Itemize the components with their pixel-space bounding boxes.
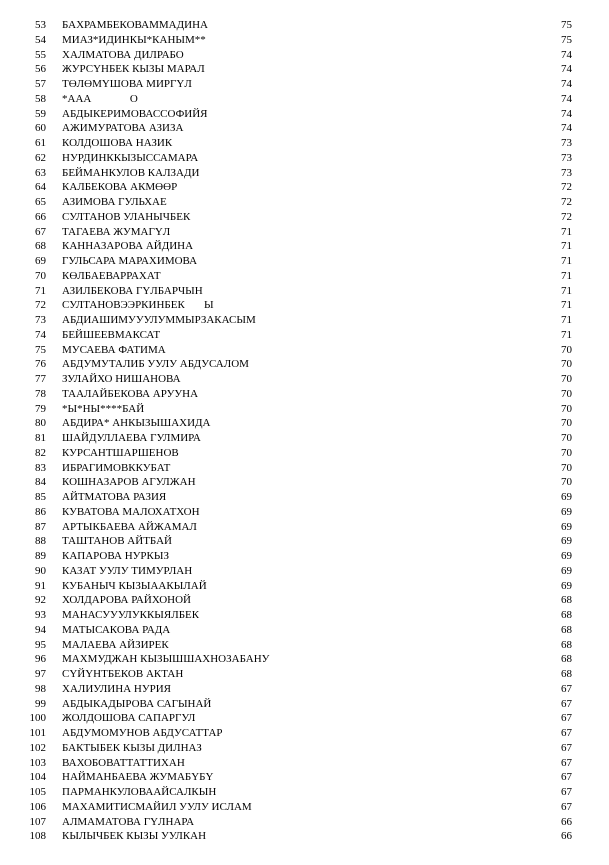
row-number: 66 [35,210,46,223]
list-row [0,92,609,107]
person-name: КУРСАНТШАРШЕНОВ [62,446,179,459]
score-value: 71 [561,225,572,238]
score-value: 73 [561,137,572,149]
score-value: 72 [561,181,572,194]
list-row [0,284,609,299]
row-number: 72 [35,299,46,312]
score-value: 70 [561,417,572,430]
list-row [0,579,609,594]
person-name: КЫЛЫЧБЕК КЫЗЫ УУЛКАН [62,830,207,843]
person-name: АБДЫКЕРИМОВАССОФИЙЯ [62,107,208,120]
row-number: 103 [29,756,46,769]
row-number: 91 [35,579,46,592]
person-name: БЕЙМАНКУЛОВ КАЛЗАДИ [62,166,200,179]
person-name: СУЛТАНОВ УЛАНЫЧБЕК [62,210,191,223]
list-row [0,210,609,225]
person-name: ТАГАЕВА ЖУМАГҮЛ [62,225,171,238]
list-row [0,77,609,92]
person-name: АБДЫКАДЫРОВА САГЫНАЙ [62,697,212,710]
person-name: КАЗАТ УУЛУ ТИМУРЛАН [62,564,193,577]
score-value: 72 [561,196,572,208]
person-name: ГУЛЬСАРА МАРАХИМОВА [62,255,198,267]
list-row [0,121,609,136]
list-row [0,652,609,667]
row-number: 54 [35,33,46,46]
person-name: НУРДИНККЫЗЫССАМАРА [62,151,199,164]
score-value: 68 [561,594,572,607]
person-name: КОЛДОШОВА НАЗИК [62,137,173,149]
list-row [0,564,609,579]
person-name: *Ы*НЫ****БАЙ [62,402,145,415]
person-name: АЛМАМАТОВА ГҮЛНАРА [62,815,195,828]
row-number: 55 [35,48,46,61]
row-number: 61 [35,137,46,149]
row-number: 98 [35,682,46,695]
list-row [0,269,609,284]
person-name: МАХАМИТИСМАЙИЛ УУЛУ ИСЛАМ [62,800,252,813]
list-row [0,475,609,490]
row-number: 71 [35,284,46,297]
list-row [0,829,609,844]
row-number: 82 [35,446,46,459]
row-number: 95 [35,638,46,651]
list-row [0,815,609,830]
row-number: 99 [35,697,46,710]
list-row [0,446,609,461]
list-row [0,505,609,520]
person-name: МАЛАЕВА АЙЗИРЕК [62,638,169,651]
score-value: 68 [561,638,572,651]
person-name: КУВАТОВА МАЛОХАТХОН [62,505,200,518]
score-value: 68 [561,668,572,680]
list-row [0,638,609,653]
list-row [0,166,609,181]
score-value: 70 [561,402,572,415]
row-number: 94 [35,623,46,636]
person-name: ЖОЛДОШОВА САПАРГУЛ [62,712,196,725]
list-row [0,534,609,549]
score-value: 67 [561,697,572,710]
list-row [0,682,609,697]
score-value: 70 [561,461,572,474]
row-number: 83 [35,461,46,474]
row-number: 89 [35,550,46,562]
list-row [0,225,609,240]
person-name: *ААА О [62,92,138,105]
row-number: 75 [35,343,46,356]
person-name: МАНАСУУУЛУККЫЯЛБЕК [62,609,200,621]
list-row [0,697,609,712]
row-number: 56 [35,63,46,76]
row-number: 58 [35,92,46,105]
list-row [0,328,609,343]
row-number: 65 [35,196,46,208]
score-value: 71 [561,314,572,326]
score-value: 70 [561,432,572,444]
list-row [0,372,609,387]
row-number: 106 [29,800,46,813]
score-value: 67 [561,712,572,725]
person-name: СУЛТАНОВЭЭРКИНБЕК Ы [62,299,214,312]
row-number: 79 [35,402,46,415]
row-number: 101 [29,727,46,739]
list-row [0,313,609,328]
list-row [0,741,609,756]
list-row [0,195,609,210]
score-value: 67 [561,771,572,784]
list-row [0,107,609,122]
score-value: 74 [561,107,572,120]
score-value: 73 [561,151,572,164]
list-row [0,239,609,254]
score-value: 74 [561,63,572,76]
person-name: МАТЫСАКОВА РАДА [62,623,171,636]
score-value: 74 [561,78,572,90]
person-name: АЗИМОВА ГУЛЬХАЕ [62,196,167,208]
row-number: 68 [35,240,46,253]
person-name: АБДИАШИМУУУЛУММЫРЗАКАСЫМ [62,314,256,326]
row-number: 59 [35,107,46,120]
score-value: 67 [561,800,572,813]
row-number: 105 [29,786,46,798]
person-name: КУБАНЫЧ КЫЗЫААКЫЛАЙ [62,579,207,592]
row-number: 78 [35,387,46,400]
list-row [0,136,609,151]
row-number: 63 [35,166,46,179]
row-number: 108 [29,830,46,843]
list-row [0,254,609,269]
score-value: 69 [561,550,572,562]
row-number: 86 [35,505,46,518]
list-row [0,549,609,564]
score-value: 67 [561,786,572,798]
score-value: 74 [561,122,572,135]
person-name: КАЛБЕКОВА АКМӨӨР [62,181,178,194]
list-row [0,387,609,402]
row-number: 96 [35,653,46,666]
row-number: 69 [35,255,46,267]
person-name: ХАЛИУЛИНА НУРИЯ [62,682,172,695]
row-number: 60 [35,122,46,135]
row-number: 104 [29,771,46,784]
score-value: 66 [561,815,572,828]
list-row [0,151,609,166]
row-number: 80 [35,417,46,430]
score-value: 70 [561,387,572,400]
person-name: БЕЙШЕЕВМАКСАТ [62,328,161,341]
list-row [0,667,609,682]
score-value: 75 [561,19,572,31]
list-row [0,800,609,815]
score-value: 69 [561,520,572,533]
person-name: КӨЛБАЕВАРРАХАТ [62,269,161,282]
score-value: 70 [561,358,572,371]
score-value: 69 [561,505,572,518]
list-row [0,18,609,33]
list-row [0,62,609,77]
person-name: ЖУРСҮНБЕК КЫЗЫ МАРАЛ [62,63,205,76]
list-row [0,623,609,638]
person-name: ЗУЛАЙХО НИШАНОВА [62,373,181,385]
list-row [0,180,609,195]
row-number: 90 [35,564,46,577]
person-name: ТААЛАЙБЕКОВА АРУУНА [62,387,199,400]
list-row [0,357,609,372]
score-value: 69 [561,564,572,577]
row-number: 87 [35,520,46,533]
score-value: 71 [561,240,572,253]
row-number: 64 [35,181,46,194]
person-name: БАКТЫБЕК КЫЗЫ ДИЛНАЗ [62,741,202,754]
person-name: СҮЙҮНТБЕКОВ АКТАН [62,668,184,680]
score-value: 71 [561,328,572,341]
list-row [0,593,609,608]
row-number: 107 [29,815,46,828]
score-value: 67 [561,727,572,739]
score-value: 69 [561,579,572,592]
row-number: 85 [35,491,46,503]
row-number: 102 [29,741,46,754]
score-value: 67 [561,741,572,754]
score-value: 69 [561,535,572,548]
score-value: 70 [561,476,572,489]
row-number: 53 [35,19,46,31]
score-value: 70 [561,343,572,356]
score-value: 66 [561,830,572,843]
person-name: ИБРАГИМОВККУБАТ [62,461,171,474]
row-number: 62 [35,151,46,164]
list-row [0,343,609,358]
score-value: 69 [561,491,572,503]
score-value: 74 [561,92,572,105]
person-name: НАЙМАНБАЕВА ЖУМАБҮБҮ [62,771,214,784]
row-number: 57 [35,78,46,90]
person-name: КОШНАЗАРОВ АГУЛЖАН [62,476,196,489]
person-name: АЗИЛБЕКОВА ГҮЛБАРЧЫН [62,284,203,297]
person-name: АБДУМУТАЛИБ УУЛУ АБДУСАЛОМ [62,358,249,371]
person-name: МУСАЕВА ФАТИМА [62,343,166,356]
list-row [0,785,609,800]
score-value: 68 [561,653,572,666]
person-name: ПАРМАНКУЛОВААЙСАЛКЫН [62,786,217,798]
score-value: 70 [561,373,572,385]
person-name: ТӨЛӨМҮШОВА МИРГҮЛ [62,78,192,90]
score-value: 73 [561,166,572,179]
person-name: КАННАЗАРОВА АЙДИНА [62,240,194,253]
list-row [0,756,609,771]
score-value: 68 [561,623,572,636]
list-row [0,726,609,741]
list-row [0,711,609,726]
row-number: 67 [35,225,46,238]
row-number: 81 [35,432,46,444]
score-value: 71 [561,284,572,297]
person-name: МАХМУДЖАН КЫЗЫШШАХНОЗАБАНУ [62,653,270,666]
row-number: 92 [35,594,46,607]
score-value: 75 [561,33,572,46]
list-row [0,461,609,476]
list-row [0,48,609,63]
list-row [0,520,609,535]
list-row [0,298,609,313]
score-value: 67 [561,756,572,769]
row-number: 73 [35,314,46,326]
score-value: 71 [561,255,572,267]
list-row [0,33,609,48]
person-name: КАПАРОВА НУРКЫЗ [62,550,169,562]
score-value: 67 [561,682,572,695]
person-name: ТАШТАНОВ АЙТБАЙ [62,535,172,548]
person-name: ХОЛДАРОВА РАЙХОНОЙ [62,594,191,607]
row-number: 70 [35,269,46,282]
row-number: 74 [35,328,46,341]
score-value: 74 [561,48,572,61]
row-number: 97 [35,668,46,680]
list-row [0,431,609,446]
row-number: 84 [35,476,46,489]
person-name: АЙТМАТОВА РАЗИЯ [62,491,167,503]
person-name: ШАЙДУЛЛАЕВА ГУЛМИРА [62,432,201,444]
person-name: АБДУМОМУНОВ АБДУСАТТАР [62,727,223,739]
person-name: МИАЗ*ИДИНКЫ*КАНЫМ** [62,33,206,46]
score-value: 71 [561,269,572,282]
person-name: ХАЛМАТОВА ДИЛРАБО [62,48,184,61]
row-number: 100 [29,712,46,725]
person-name: ВАХОБОВАТТАТТИХАН [62,756,185,769]
list-row [0,490,609,505]
person-name: АБДИРА* АНКЫЗЫШАХИДА [62,417,211,430]
person-name: АЖИМУРАТОВА АЗИЗА [62,122,184,135]
score-value: 68 [561,609,572,621]
score-value: 71 [561,299,572,312]
list-row [0,608,609,623]
score-value: 70 [561,446,572,459]
score-value: 72 [561,210,572,223]
row-number: 76 [35,358,46,371]
list-row [0,770,609,785]
person-name: БАХРАМБЕКОВАММАДИНА [62,19,208,31]
person-name: АРТЫКБАЕВА АЙЖАМАЛ [62,520,197,533]
list-row [0,402,609,417]
row-number: 93 [35,609,46,621]
list-row [0,416,609,431]
row-number: 77 [35,373,46,385]
row-number: 88 [35,535,46,548]
